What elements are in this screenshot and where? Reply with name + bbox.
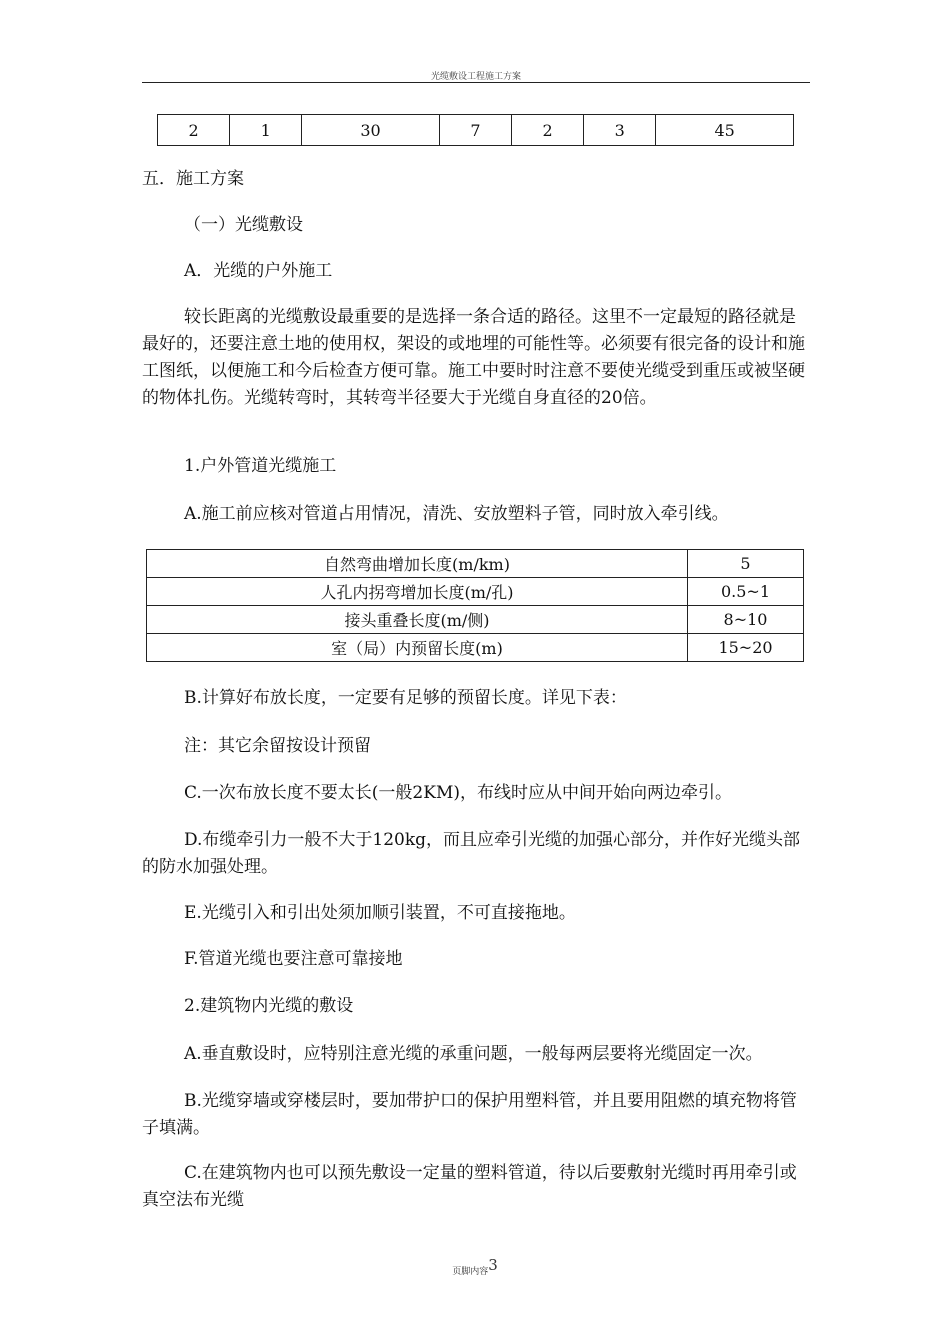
- part-a-heading: A．光缆的户外施工: [184, 261, 333, 281]
- table-row: [147, 606, 804, 634]
- table-row: [158, 115, 794, 146]
- page-header: [142, 74, 810, 83]
- section-heading: 五．施工方案: [142, 169, 244, 189]
- item1-d: D.布缆牵引力一般不大于120kg，而且应牵引光缆的加强心部分，并作好光缆头部的防水加强处理。: [142, 830, 801, 877]
- length-table: [146, 549, 804, 662]
- item2-c: C.在建筑物内也可以预先敷设一定量的塑料管道，待以后要敷射光缆时再用牵引或真空法布光缆: [142, 1163, 797, 1210]
- table-cell: 8~10: [688, 606, 804, 634]
- footer-label: 页脚内容: [452, 1267, 489, 1277]
- item2-heading: 2.建筑物内光缆的敷设: [184, 996, 354, 1016]
- page-footer: [0, 1256, 950, 1277]
- item1-f: F.管道光缆也要注意可靠接地: [184, 949, 403, 969]
- table-cell: 45: [656, 115, 794, 146]
- note: 注：其它余留按设计预留: [184, 736, 371, 756]
- item1-e: E.光缆引入和引出处须加顺引装置，不可直接拖地。: [184, 903, 576, 923]
- table-cell: 自然弯曲增加长度(m/km): [147, 550, 688, 578]
- table-cell: 0.5~1: [688, 578, 804, 606]
- item2-b: B.光缆穿墙或穿楼层时，要加带护口的保护用塑料管，并且要用阻燃的填充物将管子填满。: [142, 1091, 797, 1138]
- table-cell: 30: [302, 115, 440, 146]
- intro-paragraph: 较长距离的光缆敷设最重要的是选择一条合适的路径。这里不一定最短的路径就是最好的，还要注意土地的使用权，架设的或地埋的可能性等。必须要有很完备的设计和施工图纸，以便施工和今后检查方便可靠。施工中要时时注意不要使光缆受到重压或被坚硬的物体扎伤。光缆转弯时，其转弯半径要大于光缆自身直径的20倍。: [142, 307, 805, 408]
- item2-a: A.垂直敷设时，应特别注意光缆的承重问题，一般每两层要将光缆固定一次。: [184, 1044, 763, 1064]
- table-cell: 接头重叠长度(m/侧): [147, 606, 688, 634]
- table-cell: 15~20: [688, 634, 804, 662]
- top-data-table: [157, 114, 794, 146]
- table-cell: 人孔内拐弯增加长度(m/孔): [147, 578, 688, 606]
- header-title: 光缆敷设工程施工方案: [430, 72, 521, 82]
- table-cell: 3: [584, 115, 656, 146]
- table-cell: 7: [439, 115, 511, 146]
- item1-b: B.计算好布放长度，一定要有足够的预留长度。详见下表：: [184, 688, 627, 708]
- item1-heading: 1.户外管道光缆施工: [184, 456, 337, 476]
- table-cell: 2: [512, 115, 584, 146]
- item1-c: C.一次布放长度不要太长(一般2KM)，布线时应从中间开始向两边牵引。: [184, 783, 732, 803]
- table-cell: 室（局）内预留长度(m): [147, 634, 688, 662]
- table-row: [147, 634, 804, 662]
- table-cell: 1: [230, 115, 302, 146]
- table-row: [147, 550, 804, 578]
- table-row: [147, 578, 804, 606]
- item1-a: A.施工前应核对管道占用情况，清洗、安放塑料子管，同时放入牵引线。: [184, 504, 729, 524]
- table-cell: 5: [688, 550, 804, 578]
- table-cell: 2: [158, 115, 230, 146]
- subsection-heading: （一）光缆敷设: [184, 215, 303, 235]
- page-number: 3: [488, 1256, 498, 1274]
